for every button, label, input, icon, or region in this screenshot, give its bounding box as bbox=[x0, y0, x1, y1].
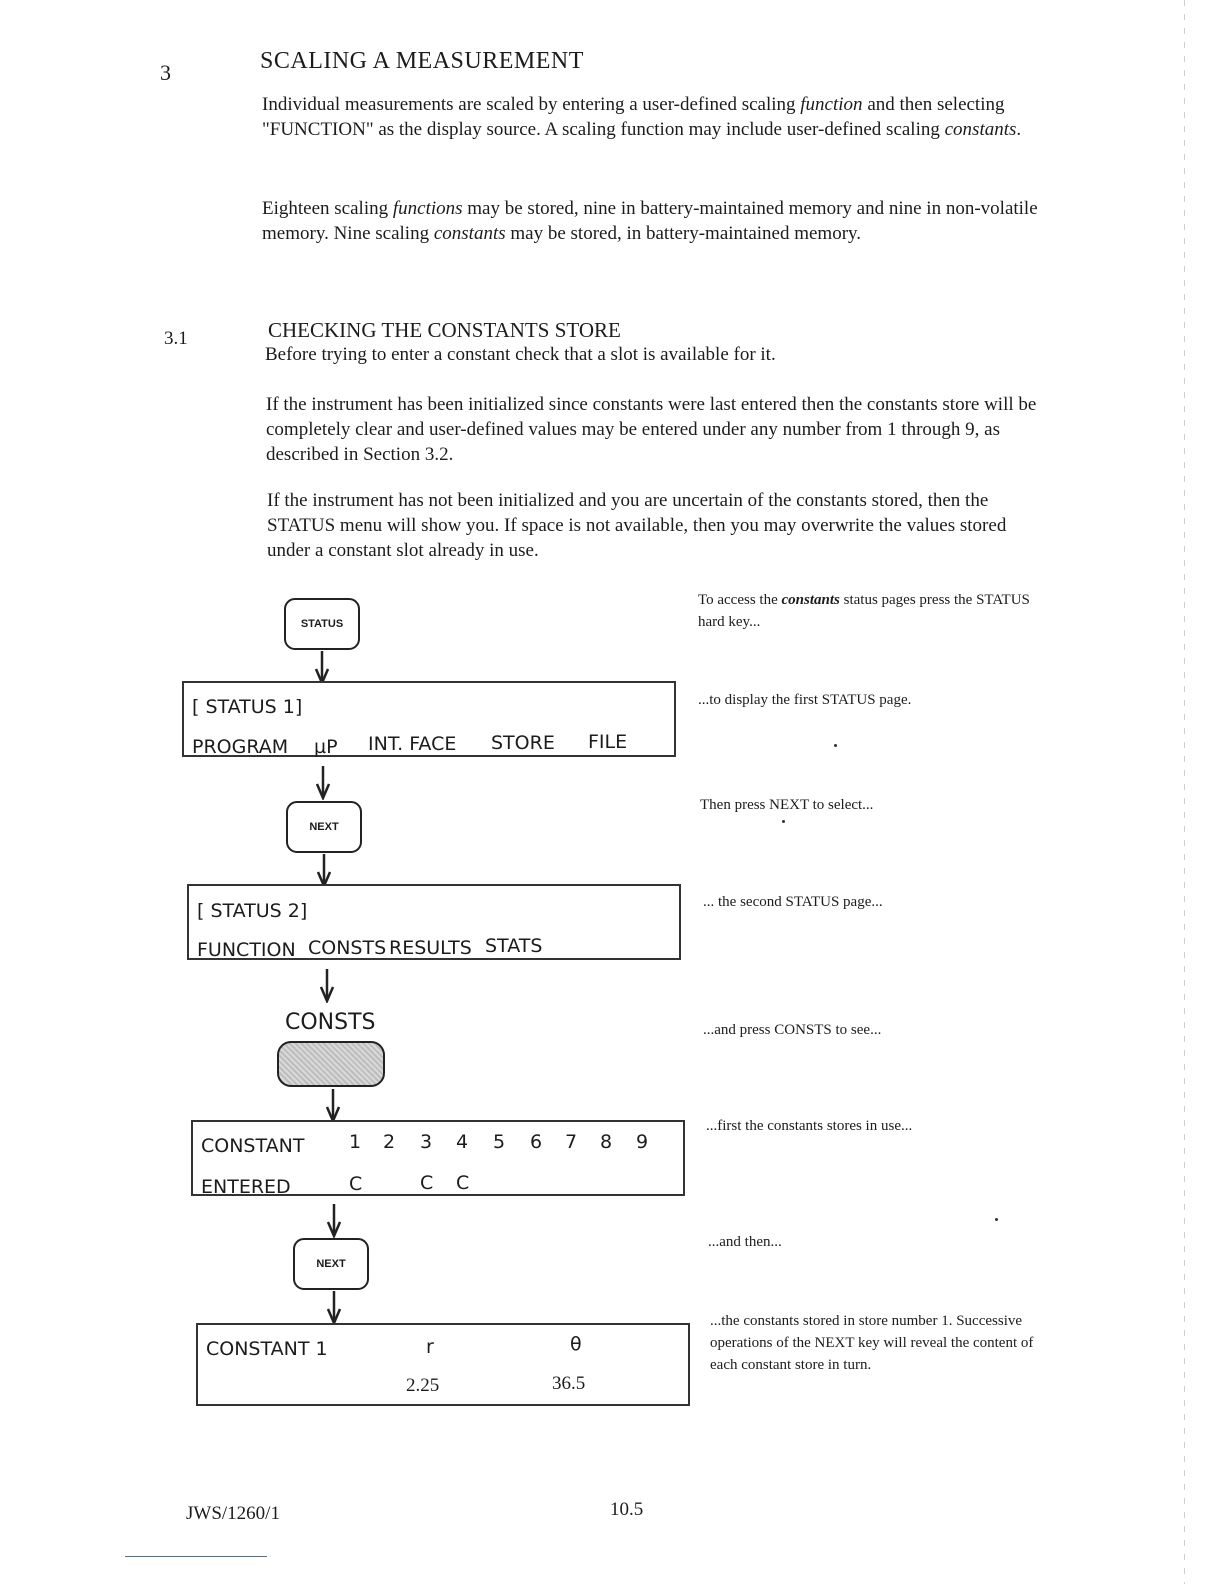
lcd-constants-list bbox=[191, 1120, 685, 1196]
column-label: θ bbox=[570, 1333, 582, 1355]
down-arrow-icon bbox=[326, 1089, 340, 1123]
lcd-row-label: ENTERED bbox=[201, 1176, 291, 1198]
footer-rule bbox=[125, 1556, 267, 1557]
lcd-item: CONSTS bbox=[308, 937, 387, 959]
lcd-constant-1 bbox=[196, 1323, 690, 1406]
subsection-number: 3.1 bbox=[164, 328, 188, 349]
lcd-item: PROGRAM bbox=[192, 736, 289, 758]
column-label: r bbox=[426, 1336, 434, 1358]
lcd-status-1 bbox=[182, 681, 676, 757]
section-number: 3 bbox=[160, 60, 171, 85]
lcd-row-label: CONSTANT bbox=[201, 1135, 305, 1157]
caption-stores-in-use: ...first the constants stores in use... bbox=[706, 1118, 913, 1134]
down-arrow-icon bbox=[327, 1204, 341, 1238]
down-arrow-icon bbox=[327, 1291, 341, 1325]
caption-second-page: ... the second STATUS page... bbox=[703, 894, 883, 910]
down-arrow-icon bbox=[320, 969, 334, 1003]
constant-number: 6 bbox=[530, 1131, 543, 1153]
section-title: SCALING A MEASUREMENT bbox=[260, 48, 584, 74]
lcd-title: [ STATUS 1] bbox=[192, 696, 303, 718]
caption-press-next: Then press NEXT to select... bbox=[700, 797, 874, 813]
entered-flag: C bbox=[456, 1172, 470, 1194]
lcd-item: STORE bbox=[491, 732, 555, 754]
lcd-item: FUNCTION bbox=[197, 939, 296, 961]
caption-and-then: ...and then... bbox=[708, 1234, 782, 1250]
document-id: JWS/1260/1 bbox=[186, 1503, 280, 1524]
lcd-title: [ STATUS 2] bbox=[197, 900, 308, 922]
constant-number: 4 bbox=[456, 1131, 469, 1153]
consts-soft-key[interactable] bbox=[277, 1041, 385, 1087]
entered-flag: C bbox=[420, 1172, 434, 1194]
section-paragraph-2: Eighteen scaling functions may be stored, nine in battery-maintained memory and nine in non-volatile memory. Nine scaling constants may be stored, in battery-maintained memory. bbox=[262, 198, 1038, 244]
status-key[interactable]: STATUS bbox=[284, 598, 360, 650]
constant-number: 3 bbox=[420, 1131, 433, 1153]
down-arrow-icon bbox=[316, 766, 330, 800]
lcd-status-2 bbox=[187, 884, 681, 960]
constant-number: 5 bbox=[493, 1131, 506, 1153]
subsection-paragraph-2: If the instrument has been initialized since constants were last entered then the constants store will be completely clear and user-defined values may be entered under any number from 1 through 9, as described in Section 3.2. bbox=[266, 394, 1037, 465]
page-edge-mark bbox=[1184, 0, 1185, 1584]
constant-number: 9 bbox=[636, 1131, 649, 1153]
constant-number: 8 bbox=[600, 1131, 613, 1153]
caption-press-consts: ...and press CONSTS to see... bbox=[703, 1022, 882, 1038]
constant-number: 7 bbox=[565, 1131, 578, 1153]
lcd-item: RESULTS bbox=[389, 937, 472, 959]
subsection-paragraph-1: Before trying to enter a constant check that a slot is available for it. bbox=[265, 344, 776, 365]
lcd-item: µP bbox=[314, 736, 338, 758]
scan-speck bbox=[782, 820, 785, 823]
entered-flag: C bbox=[349, 1173, 363, 1195]
caption-first-page: ...to display the first STATUS page. bbox=[698, 692, 912, 708]
lcd-title: CONSTANT 1 bbox=[206, 1338, 328, 1360]
constant-number: 1 bbox=[349, 1131, 362, 1153]
caption-status-key: To access the constants status pages press the STATUS hard key... bbox=[698, 592, 1030, 630]
page-number: 10.5 bbox=[610, 1499, 644, 1520]
lcd-item: STATS bbox=[485, 935, 543, 957]
constant-value: 2.25 bbox=[406, 1375, 440, 1396]
lcd-item: INT. FACE bbox=[368, 733, 457, 755]
subsection-paragraph-3: If the instrument has not been initialized and you are uncertain of the constants stored, then the STATUS menu will show you. If space is not available, then you may overwrite the values stored under a constant slot already in use. bbox=[267, 490, 1007, 561]
down-arrow-icon bbox=[315, 651, 329, 685]
scan-speck bbox=[995, 1218, 998, 1221]
consts-key-label: CONSTS bbox=[285, 1010, 376, 1035]
lcd-item: FILE bbox=[588, 731, 628, 753]
constant-number: 2 bbox=[383, 1131, 396, 1153]
caption-store-1: ...the constants stored in store number 1. Successive operations of the NEXT key will reveal the content of each constant store in turn. bbox=[710, 1313, 1034, 1373]
constant-value: 36.5 bbox=[552, 1373, 586, 1394]
next-key[interactable]: NEXT bbox=[293, 1238, 369, 1290]
down-arrow-icon bbox=[317, 854, 331, 888]
next-key[interactable]: NEXT bbox=[286, 801, 362, 853]
section-paragraph-1: Individual measurements are scaled by entering a user-defined scaling function and then selecting "FUNCTION" as the display source. A scaling function may include user-defined scaling constants. bbox=[262, 94, 1022, 140]
subsection-title: CHECKING THE CONSTANTS STORE bbox=[268, 318, 621, 342]
scan-speck bbox=[834, 744, 837, 747]
